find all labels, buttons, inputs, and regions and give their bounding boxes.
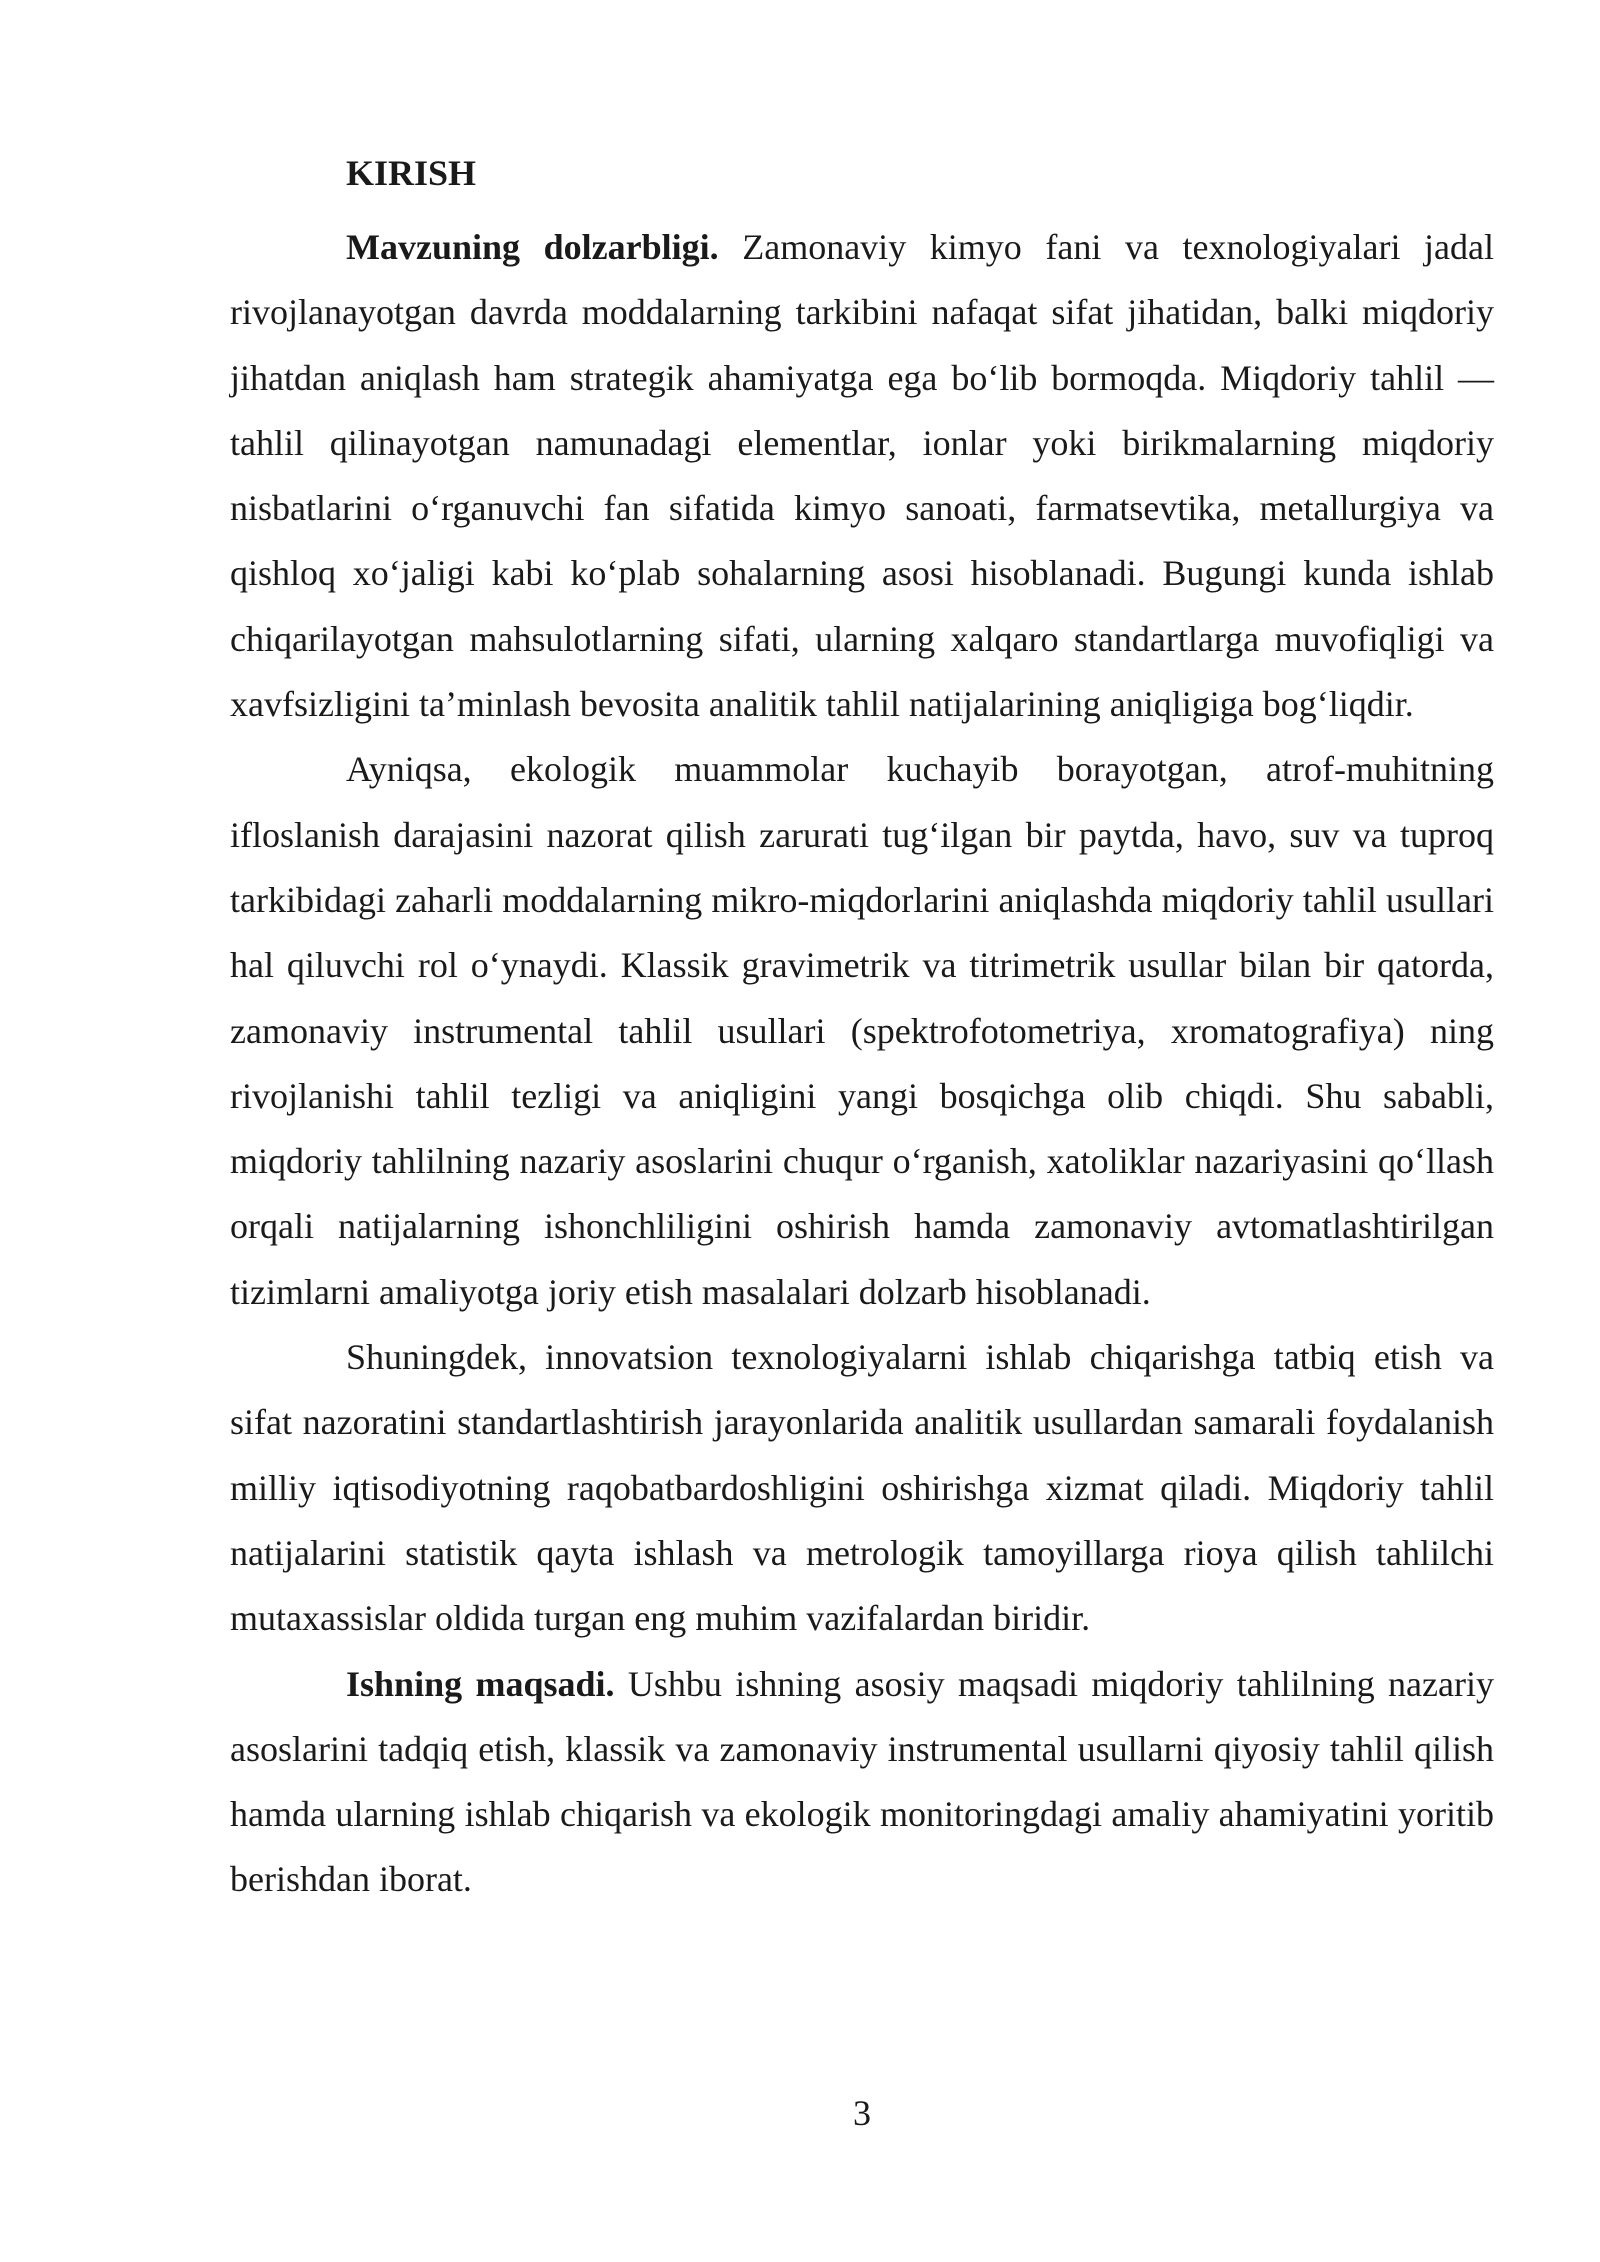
paragraph-relevance xyxy=(230,215,1494,737)
paragraph-lead: Ishning maqsadi. xyxy=(346,1663,615,1704)
paragraph-text: Ayniqsa, ekologik muammolar kuchayib borayotgan, atrof-muhitning ifloslanish darajasini nazorat qilish zarurati tug‘ilgan bir paytda, havo, suv va tuproq tarkibidagi zaharli moddalarning mikro-miqdorlarini aniqlashda miqdoriy tahlil usullari hal qiluvchi rol o‘ynaydi. Klassik gravimetrik va titrimetrik usullar bilan bir qatorda, zamonaviy instrumental tahlil usullari (spektrofotometriya, xromatografiya) ning rivojlanishi tahlil tezligi va aniqligini yangi bosqichga olib chiqdi. Shu sababli, miqdoriy tahlilning nazariy asoslarini chuqur o‘rganish, xatoliklar nazariyasini qo‘llash orqali natijalarning ishonchliligini oshirish hamda zamonaviy avtomatlashtirilgan tizimlarni amaliyotga joriy etish masalalari dolzarb hisoblanadi. xyxy=(230,749,1494,1312)
paragraph-text: Ushbu ishning asosiy maqsadi miqdoriy tahlilning nazariy asoslarini tadqiq etish, klassik va zamonaviy instrumental usullarni qiyosiy tahlil qilish hamda ularning ishlab chiqarish va ekologik monitoringdagi amaliy ahamiyatini yoritib berishdan iborat. xyxy=(230,1663,1494,1900)
paragraph-goal xyxy=(230,1652,1494,1913)
document-page xyxy=(230,150,1494,1913)
section-heading: KIRISH xyxy=(346,153,477,193)
paragraph-text: Shuningdek, innovatsion texnologiyalarni ishlab chiqarishga tatbiq etish va sifat nazoratini standartlashtirish jarayonlarida analitik usullardan samarali foydalanish milliy iqtisodiyotning raqobatbardoshligini oshirishga xizmat qiladi. Miqdoriy tahlil natijalarini statistik qayta ishlash va metrologik tamoyillarga rioya qilish tahlilchi mutaxassislar oldida turgan eng muhim vazifalardan biridir. xyxy=(230,1337,1494,1639)
paragraph-innovation xyxy=(230,1325,1494,1651)
paragraph-text: Zamonaviy kimyo fani va texnologiyalari jadal rivojlanayotgan davrda moddalarning tarkibini nafaqat sifat jihatidan, balki miqdoriy jihatdan aniqlash ham strategik ahamiyatga ega bo‘lib bormoqda. Miqdoriy tahlil — tahlil qilinayotgan namunadagi elementlar, ionlar yoki birikmalarning miqdoriy nisbatlarini o‘rganuvchi fan sifatida kimyo sanoati, farmatsevtika, metallurgiya va qishloq xo‘jaligi kabi ko‘plab sohalarning asosi hisoblanadi. Bugungi kunda ishlab chiqarilayotgan mahsulotlarning sifati, ularning xalqaro standartlarga muvofiqligi va xavfsizligini ta’minlash bevosita analitik tahlil natijalarining aniqligiga bog‘liqdir. xyxy=(230,227,1495,725)
paragraph-lead: Mavzuning dolzarbligi. xyxy=(346,227,719,267)
page-number: 3 xyxy=(853,2093,871,2133)
paragraph-ecology xyxy=(230,737,1494,1325)
